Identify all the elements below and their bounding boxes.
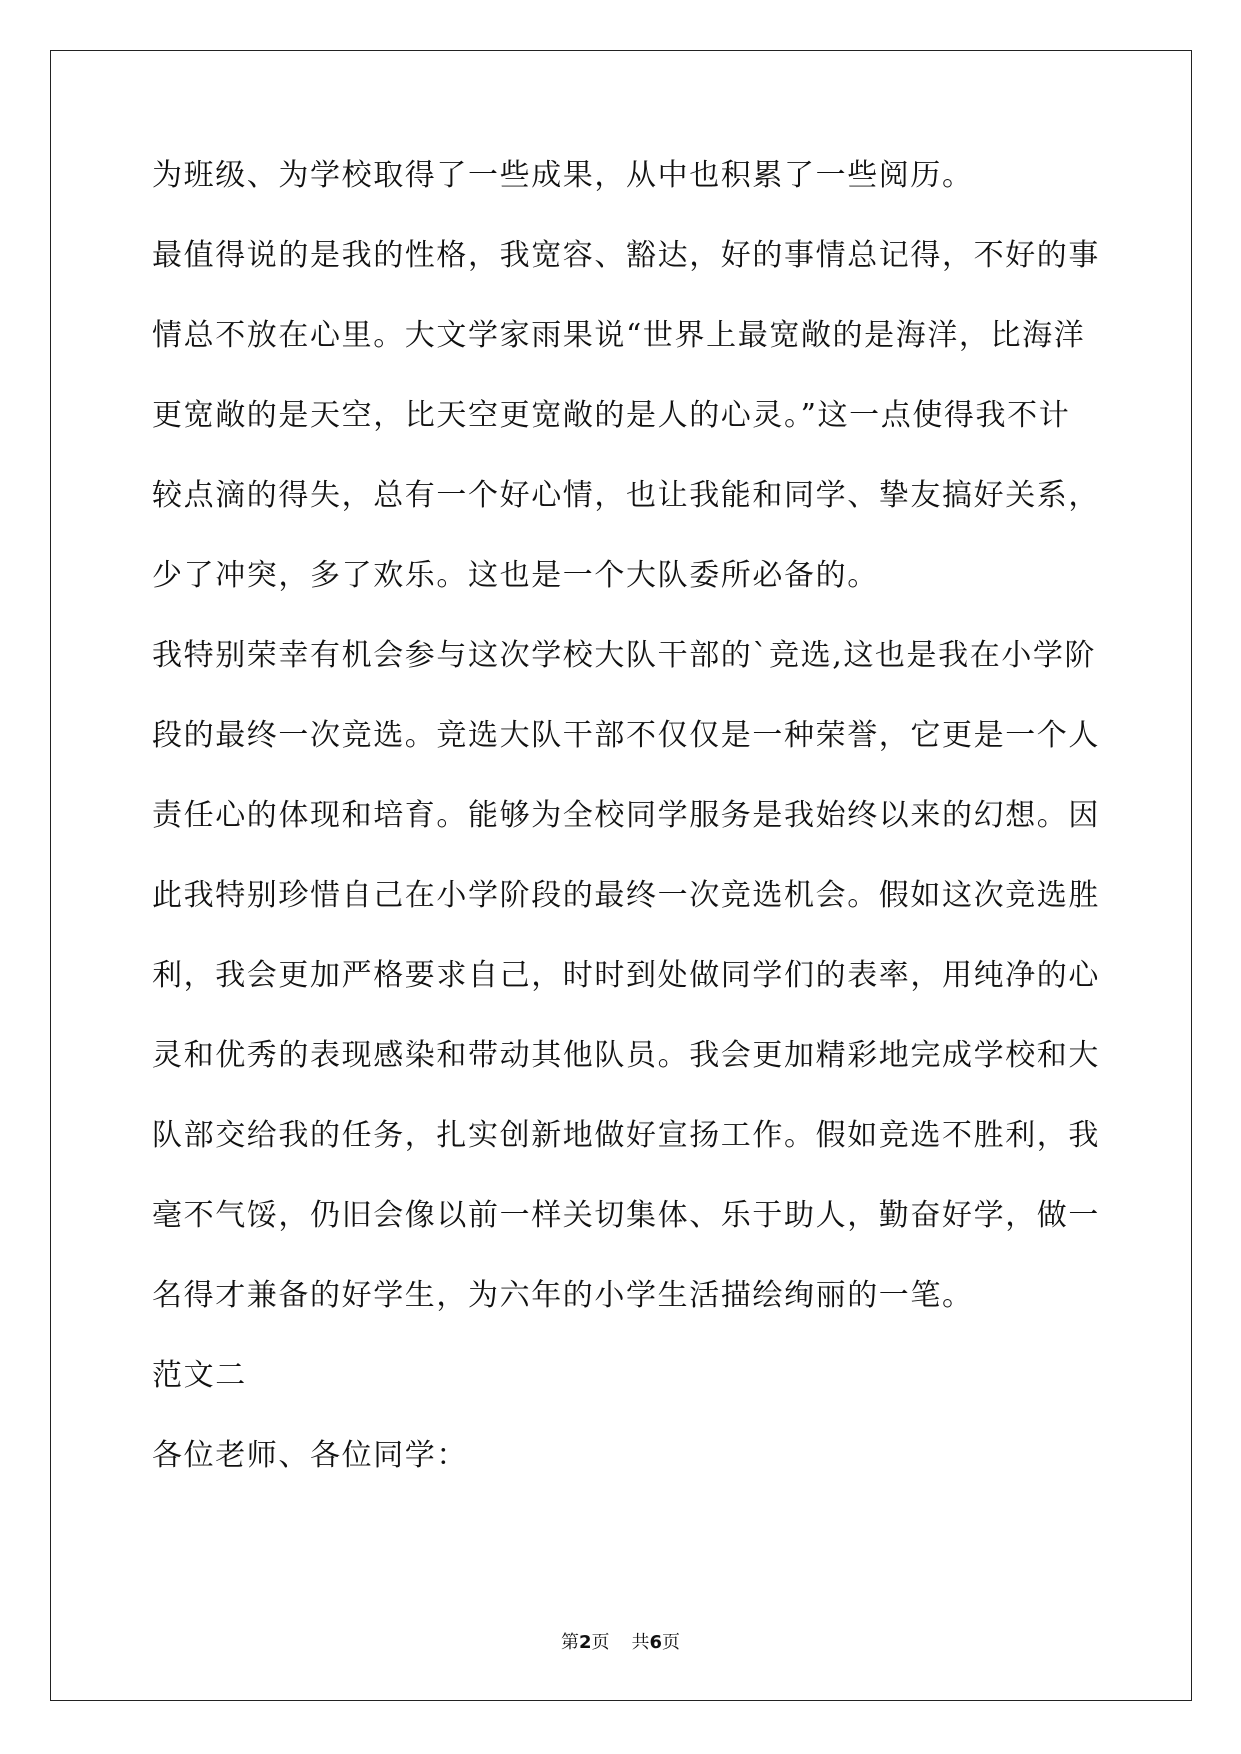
- body-line: 我特别荣幸有机会参与这次学校大队干部的`竞选,这也是我在小学阶: [152, 638, 1097, 673]
- total-page-number: 6: [649, 1632, 663, 1653]
- body-line: 较点滴的得失，总有一个好心情，也让我能和同学、挚友搞好关系，: [152, 478, 1100, 513]
- body-line: 为班级、为学校取得了一些成果，从中也积累了一些阅历。: [152, 158, 974, 193]
- body-line: 队部交给我的任务，扎实创新地做好宣扬工作。假如竞选不胜利，我: [152, 1118, 1100, 1153]
- footer-total-unit: 页: [662, 1632, 681, 1653]
- footer-prefix: 第: [560, 1632, 579, 1653]
- footer-total-prefix: 共: [631, 1632, 650, 1653]
- body-line: 少了冲突，多了欢乐。这也是一个大队委所必备的。: [152, 558, 879, 593]
- body-line: 毫不气馁，仍旧会像以前一样关切集体、乐于助人，勤奋好学，做一: [152, 1198, 1100, 1233]
- body-line: 更宽敞的是天空，比天空更宽敞的是人的心灵。”这一点使得我不计: [152, 398, 1071, 433]
- footer-page-unit: 页: [591, 1632, 610, 1653]
- body-line: 最值得说的是我的性格，我宽容、豁达，好的事情总记得，不好的事: [152, 238, 1100, 273]
- document-body: [152, 156, 1100, 1516]
- section-heading: 范文二: [152, 1358, 247, 1393]
- body-line: 情总不放在心里。大文学家雨果说“世界上最宽敞的是海洋，比海洋: [152, 318, 1086, 353]
- body-line: 责任心的体现和培育。能够为全校同学服务是我始终以来的幻想。因: [152, 798, 1100, 833]
- body-line: 名得才兼备的好学生，为六年的小学生活描绘绚丽的一笔。: [152, 1278, 974, 1313]
- page-footer: [0, 1631, 1241, 1655]
- salutation-line: 各位老师、各位同学：: [152, 1438, 468, 1473]
- current-page-number: 2: [578, 1632, 592, 1653]
- body-line: 段的最终一次竞选。竞选大队干部不仅仅是一种荣誉，它更是一个人: [152, 718, 1100, 753]
- body-line: 灵和优秀的表现感染和带动其他队员。我会更加精彩地完成学校和大: [152, 1038, 1100, 1073]
- body-line: 此我特别珍惜自己在小学阶段的最终一次竞选机会。假如这次竞选胜: [152, 878, 1100, 913]
- body-line: 利，我会更加严格要求自己，时时到处做同学们的表率，用纯净的心: [152, 958, 1100, 993]
